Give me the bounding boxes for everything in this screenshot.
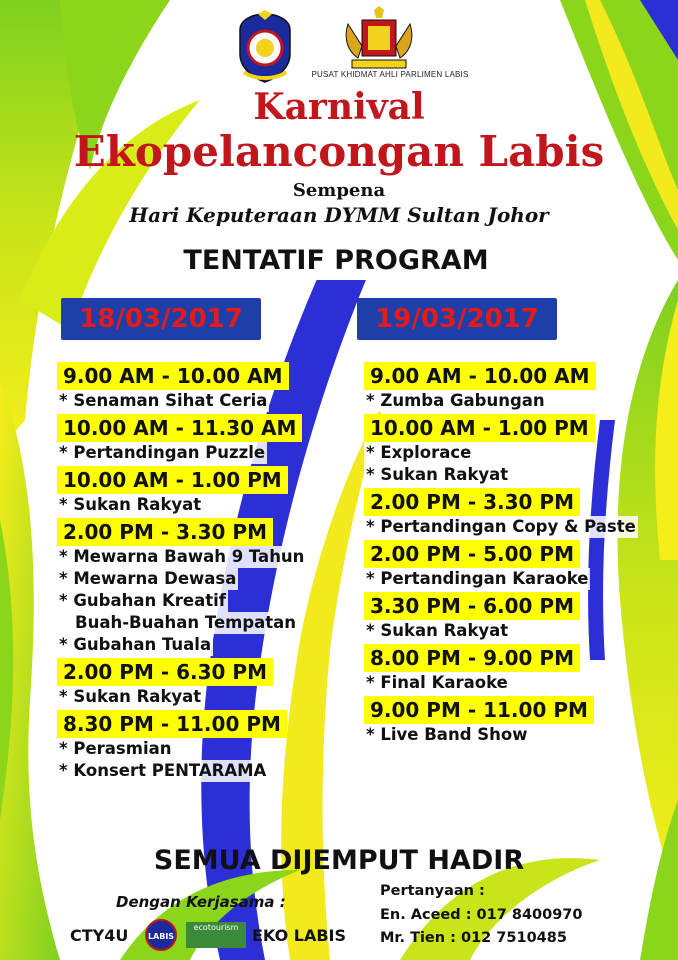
day2-date-box bbox=[357, 298, 557, 340]
slot-time: 10.00 AM - 1.00 PM bbox=[364, 414, 595, 442]
slot-activity: * Sukan Rakyat bbox=[59, 687, 202, 706]
contact-tien: Mr. Tien : 012 7510485 bbox=[380, 930, 567, 946]
day2-slot bbox=[364, 488, 638, 538]
parliament-service-label: PUSAT KHIDMAT AHLI PARLIMEN LABIS bbox=[311, 70, 469, 79]
day2-slot bbox=[364, 696, 638, 746]
slot-activity: * Sukan Rakyat bbox=[366, 465, 509, 484]
slot-time: 10.00 AM - 11.30 AM bbox=[57, 414, 302, 442]
day1-date: 18/03/2017 bbox=[64, 303, 258, 335]
day2-slot bbox=[364, 540, 638, 590]
day2-date: 19/03/2017 bbox=[360, 303, 554, 335]
slot-activity: * Live Band Show bbox=[366, 725, 528, 744]
ecotourism-text: ecotourism bbox=[193, 923, 239, 932]
slot-activity: * Konsert PENTARAMA bbox=[59, 761, 267, 780]
contact-aceed: En. Aceed : 017 8400970 bbox=[380, 907, 583, 923]
day1-slot bbox=[57, 710, 306, 782]
day2-slot bbox=[364, 414, 638, 486]
partner-eko-labis: EKO LABIS bbox=[252, 926, 347, 945]
day2-slot bbox=[364, 592, 638, 642]
slot-time: 2.00 PM - 6.30 PM bbox=[57, 658, 273, 686]
ecotourism-logo bbox=[186, 922, 246, 948]
slot-activity: * Perasmian bbox=[59, 739, 172, 758]
day1-date-box bbox=[61, 298, 261, 340]
slot-time: 9.00 PM - 11.00 PM bbox=[364, 696, 594, 724]
invitation-banner: SEMUA DIJEMPUT HADIR bbox=[153, 845, 525, 876]
slot-activity: * Explorace bbox=[366, 443, 472, 462]
day1-slot bbox=[57, 658, 306, 708]
slot-activity: * Mewarna Dewasa bbox=[59, 569, 237, 588]
slot-activity: * Mewarna Bawah 9 Tahun bbox=[59, 547, 305, 566]
labis-badge-text: LABIS bbox=[147, 932, 175, 941]
day1-slot bbox=[57, 414, 306, 464]
day1-slot bbox=[57, 466, 306, 516]
slot-activity: * Gubahan Tuala bbox=[59, 635, 212, 654]
day2-schedule bbox=[364, 362, 638, 748]
malaysia-coat-of-arms-logo bbox=[338, 6, 420, 72]
subtitle-occasion: Hari Keputeraan DYMM Sultan Johor bbox=[129, 203, 549, 227]
slot-activity: * Senaman Sihat Ceria bbox=[59, 391, 268, 410]
slot-time: 8.00 PM - 9.00 PM bbox=[364, 644, 580, 672]
slot-activity: * Pertandingan Puzzle bbox=[59, 443, 266, 462]
slot-time: 9.00 AM - 10.00 AM bbox=[364, 362, 596, 390]
day1-slot bbox=[57, 362, 306, 412]
partners-label: Dengan Kerjasama : bbox=[116, 893, 286, 911]
subtitle-sempena: Sempena bbox=[292, 180, 386, 201]
slot-time: 3.30 PM - 6.00 PM bbox=[364, 592, 580, 620]
slot-time: 8.30 PM - 11.00 PM bbox=[57, 710, 287, 738]
partner-cty4u: CTY4U bbox=[70, 926, 129, 945]
slot-activity: * Sukan Rakyat bbox=[366, 621, 509, 640]
slot-activity: * Pertandingan Copy & Paste bbox=[366, 517, 636, 536]
carnival-title-line2: Ekopelancongan Labis bbox=[73, 127, 605, 176]
slot-activity: * Sukan Rakyat bbox=[59, 495, 202, 514]
slot-activity: * Gubahan Kreatif bbox=[59, 591, 226, 610]
enquiry-label: Pertanyaan : bbox=[380, 883, 485, 899]
slot-activity: * Final Karaoke bbox=[366, 673, 508, 692]
carnival-title-line1: Karnival bbox=[253, 86, 425, 128]
labis-district-crest-logo bbox=[232, 10, 298, 84]
slot-time: 9.00 AM - 10.00 AM bbox=[57, 362, 289, 390]
slot-time: 2.00 PM - 3.30 PM bbox=[364, 488, 580, 516]
slot-time: 2.00 PM - 3.30 PM bbox=[57, 518, 273, 546]
day1-slot bbox=[57, 518, 306, 656]
day2-slot bbox=[364, 362, 638, 412]
slot-time: 2.00 PM - 5.00 PM bbox=[364, 540, 580, 568]
slot-activity: * Zumba Gabungan bbox=[366, 391, 545, 410]
day2-slot bbox=[364, 644, 638, 694]
slot-time: 10.00 AM - 1.00 PM bbox=[57, 466, 288, 494]
program-heading: TENTATIF PROGRAM bbox=[161, 242, 511, 280]
labis-badge-logo bbox=[142, 918, 180, 952]
slot-activity: Buah-Buahan Tempatan bbox=[57, 612, 298, 634]
slot-activity: * Pertandingan Karaoke bbox=[366, 569, 589, 588]
day1-schedule bbox=[57, 362, 306, 784]
